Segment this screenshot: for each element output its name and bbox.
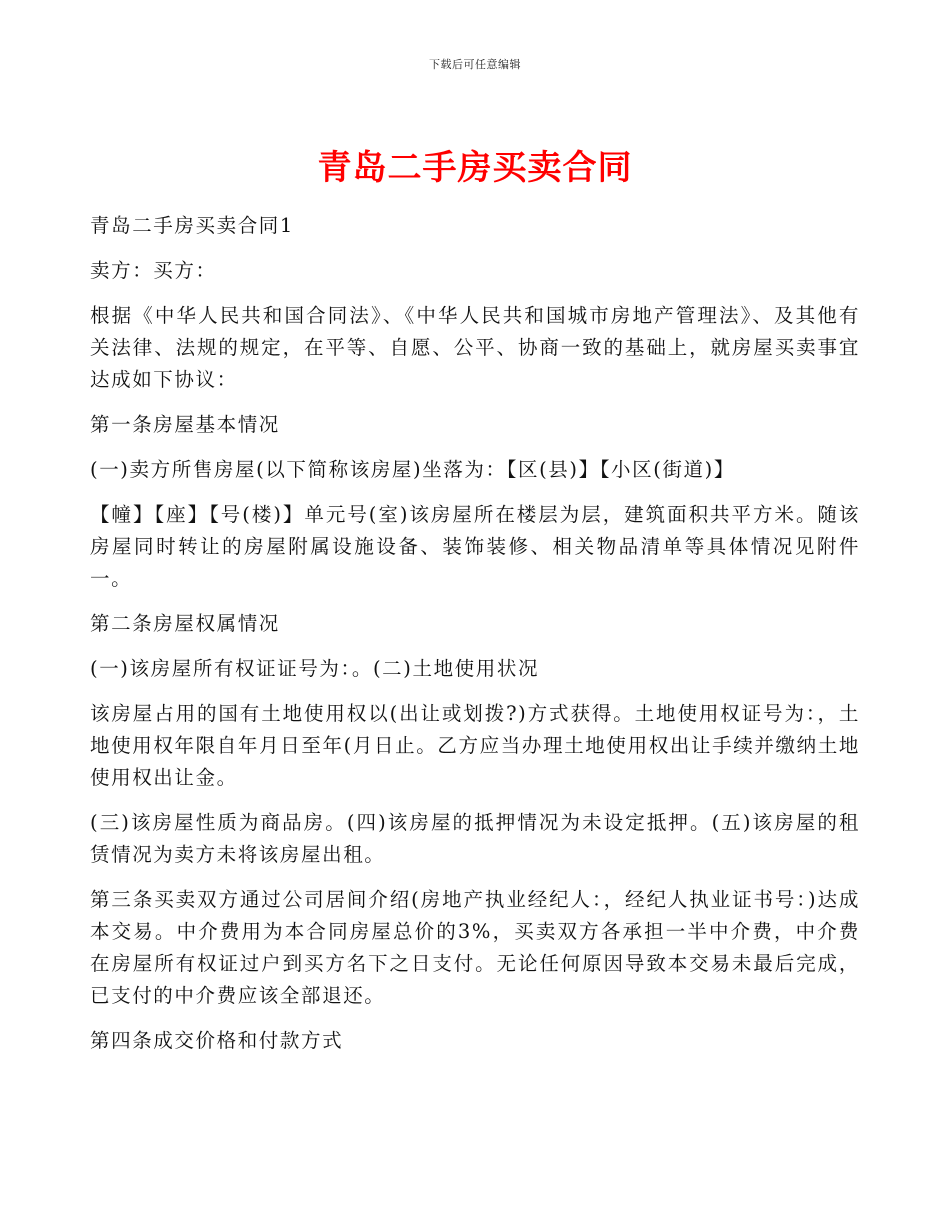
paragraph-article-1-heading: 第一条房屋基本情况 [90, 413, 280, 436]
paragraph-article-2-heading: 第二条房屋权属情况 [90, 612, 280, 635]
paragraph-property-status: (三)该房屋性质为商品房。(四)该房屋的抵押情况为未设定抵押。(五)该房屋的租赁情况为卖方未将该房屋出租。 [90, 811, 860, 866]
document-body [90, 210, 860, 1070]
paragraph-article-4-heading: 第四条成交价格和付款方式 [90, 1029, 344, 1052]
paragraph-location: (一)卖方所售房屋(以下简称该房屋)坐落为：【区(县)】【小区(街道)】 [90, 458, 735, 481]
paragraph-preamble: 根据《中华人民共和国合同法》、《中华人民共和国城市房地产管理法》、及其他有关法律、法规的规定，在平等、自愿、公平、协商一致的基础上，就房屋买卖事宜达成如下协议： [90, 304, 860, 391]
paragraph-parties: 卖方：买方： [90, 259, 217, 282]
paragraph-article-3: 第三条买卖双方通过公司居间介绍(房地产执业经纪人：，经纪人执业证书号：)达成本交易。中介费用为本合同房屋总价的3%，买卖双方各承担一半中介费，中介费在房屋所有权证过户到买方名下之日支付。无论任何原因导致本交易未最后完成，已支付的中介费应该全部退还。 [90, 888, 860, 1007]
paragraph-contract-number: 青岛二手房买卖合同1 [90, 214, 294, 237]
paragraph-building-details: 【幢】【座】【号(楼)】单元号(室)该房屋所在楼层为层，建筑面积共平方米。随该房屋同时转让的房屋附属设施设备、装饰装修、相关物品清单等具体情况见附件一。 [90, 503, 860, 590]
header-note: 下载后可任意编辑 [429, 58, 521, 71]
paragraph-ownership-certificate: (一)该房屋所有权证证号为：。(二)土地使用状况 [90, 657, 540, 680]
paragraph-land-use: 该房屋占用的国有土地使用权以(出让或划拨?)方式获得。土地使用权证号为：，土地使用权年限自年月日至年(月日止。乙方应当办理土地使用权出让手续并缴纳土地使用权出让金。 [90, 702, 860, 789]
document-title: 青岛二手房买卖合同 [317, 148, 633, 188]
